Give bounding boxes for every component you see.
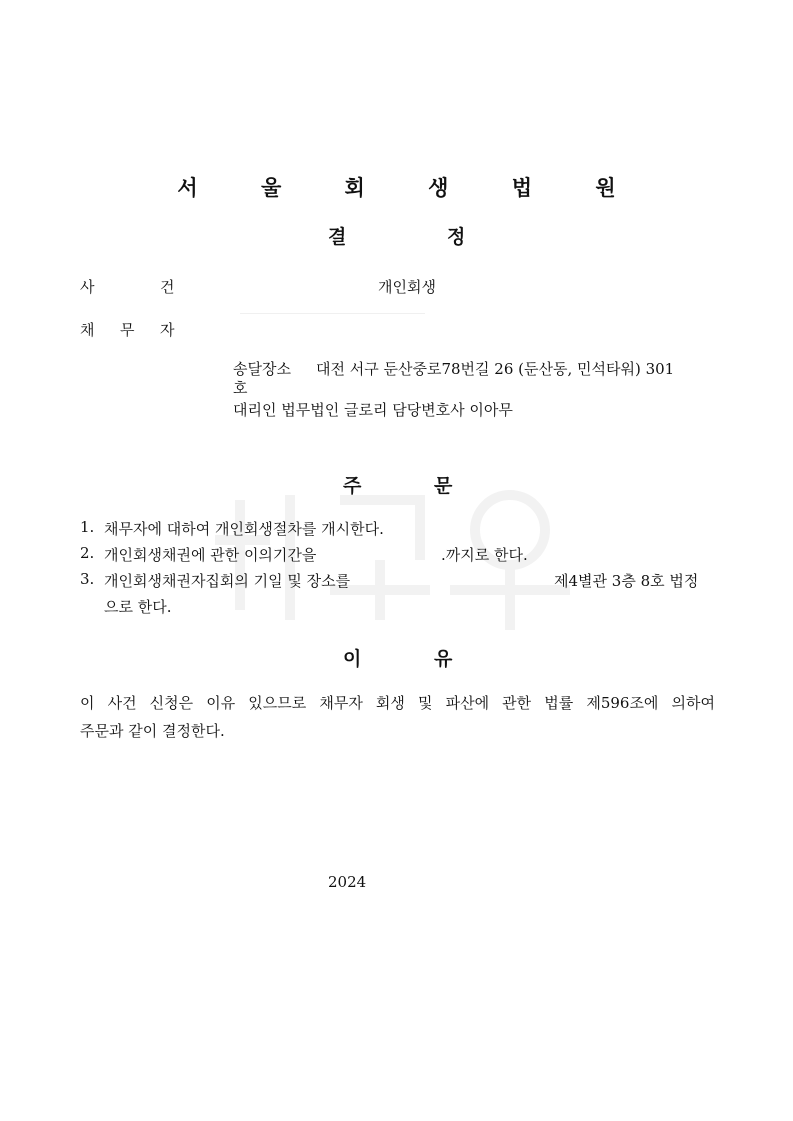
- address-continuation: 호: [233, 379, 248, 397]
- case-value: 개인회생: [378, 278, 436, 296]
- reason-line-2: 주문과 같이 결정한다.: [80, 722, 225, 740]
- order-1-number: 1.: [80, 518, 95, 536]
- address-label: 송달장소: [233, 360, 291, 378]
- reason-line-1: 이 사건 신청은 이유 있으므로 채무자 회생 및 파산에 관한 법률 제596조에 의하여: [80, 694, 715, 712]
- decision-title-left: 결: [328, 226, 347, 248]
- order-2-text: 개인회생채권에 관한 이의기간을: [104, 546, 317, 564]
- decision-date: 2024: [328, 873, 367, 891]
- order-3-text: 개인회생채권자집회의 기일 및 장소를: [104, 572, 351, 590]
- reason-title-right: 유: [434, 648, 453, 670]
- decision-title-right: 정: [447, 226, 466, 248]
- court-name: 서 울 회 생 법 원: [177, 176, 644, 200]
- order-title-right: 문: [434, 475, 453, 497]
- address-value: 대전 서구 둔산중로78번길 26 (둔산동, 민석타워) 301: [316, 360, 675, 378]
- order-1-text: 채무자에 대하여 개인회생절차를 개시한다.: [104, 520, 384, 538]
- order-2-number: 2.: [80, 544, 95, 562]
- order-3-continuation: 으로 한다.: [104, 598, 172, 616]
- reason-title-left: 이: [343, 648, 362, 670]
- order-2-tail: .까지로 한다.: [441, 546, 528, 564]
- redacted-line: [240, 313, 425, 314]
- order-3-number: 3.: [80, 570, 95, 588]
- agent-line: 대리인 법무법인 글로리 담당변호사 이아무: [233, 401, 513, 419]
- order-3-tail: 제4별관 3층 8호 법정: [554, 572, 699, 590]
- order-title-left: 주: [343, 475, 362, 497]
